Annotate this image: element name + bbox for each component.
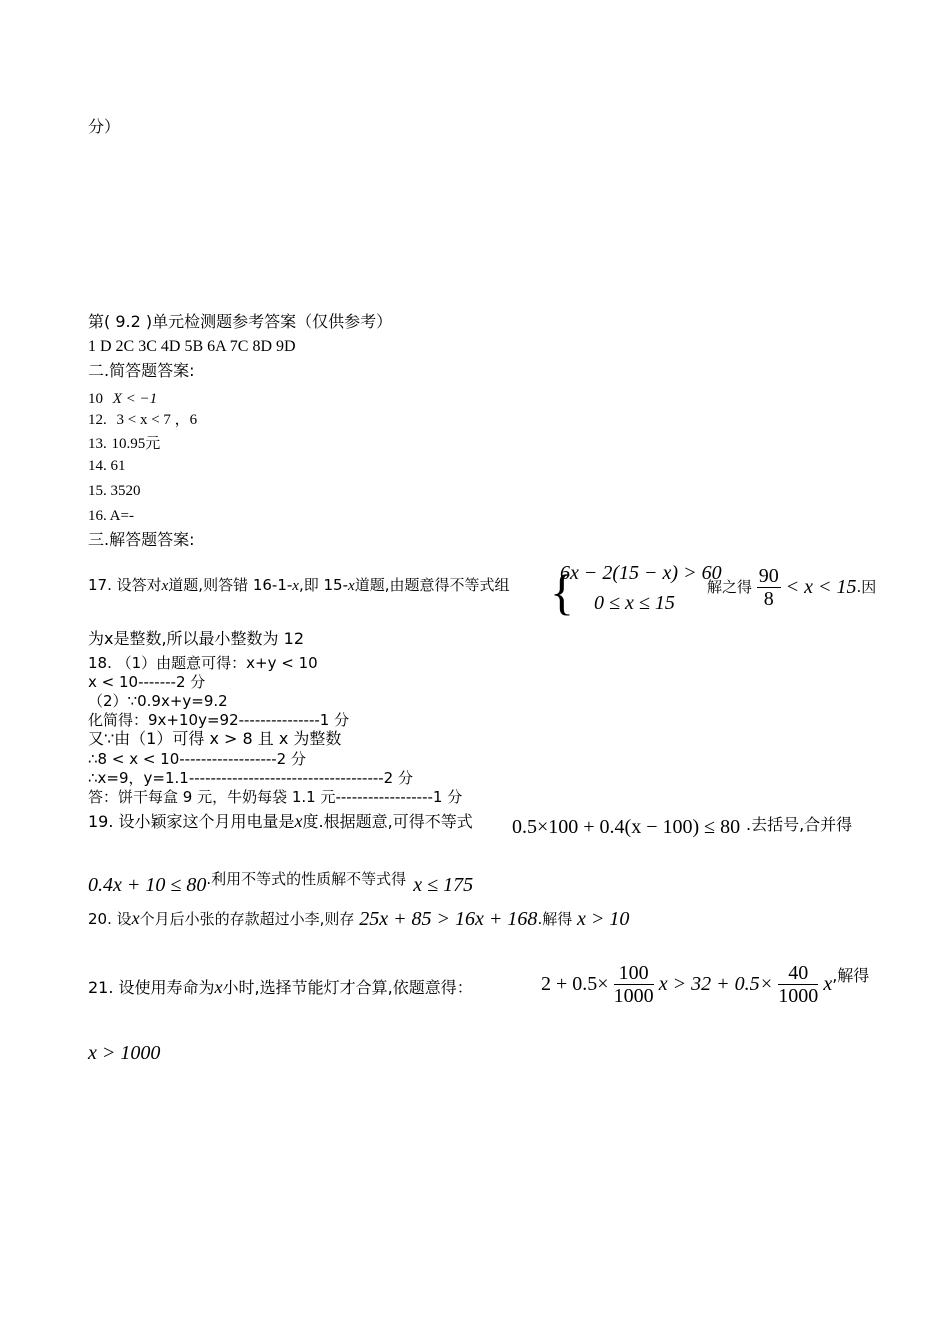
answer-13-value: 10.95: [111, 436, 146, 452]
q21-fraction-1: [614, 962, 654, 1007]
answer-17-line1: [88, 576, 509, 595]
q21-part2: x > 32 + 0.5×: [658, 973, 774, 995]
q19-var-x: x: [294, 811, 303, 831]
answer-10-value: X < −1: [112, 391, 158, 407]
answer-19-line1: [88, 812, 473, 831]
q17-var-x3: x: [348, 578, 355, 594]
system-row-2: 0 ≤ x ≤ 15: [594, 592, 675, 614]
q17-var-x2: x: [292, 578, 299, 594]
q19-result: x ≤ 175: [413, 874, 474, 896]
q17-inequality: < x < 15: [785, 576, 857, 598]
q19-tail: .去括号,合并得: [746, 815, 853, 834]
q17-lead: 17. 设答对: [88, 576, 162, 594]
q17-mid3: 道题,由题意得不等式组: [354, 576, 510, 594]
q17-var-x: x: [161, 578, 169, 594]
q21-part1: 2 + 0.5×: [541, 973, 609, 995]
q21-frac1-den: 1000: [613, 985, 654, 1007]
answer-20: [88, 908, 629, 931]
answer-18-line1: 18. （1）由题意可得：x+y < 10: [88, 654, 318, 672]
answer-17-line2: 为x是整数,所以最小整数为 12: [88, 629, 305, 648]
q17-fraction: [757, 565, 781, 610]
section2-heading: 二.简答题答案:: [88, 361, 195, 380]
q17-solution: [707, 565, 876, 610]
q21-mid: 小时,选择节能灯才合算,依题意得：: [222, 978, 473, 997]
answer-21-lead: [88, 975, 473, 998]
q20-inequality: 25x + 85 > 16x + 168: [359, 908, 538, 930]
q21-fraction-2: [778, 962, 818, 1007]
mc-answers: 1 D 2C 3C 4D 5B 6A 7C 8D 9D: [88, 338, 296, 355]
q21-part3: x: [823, 973, 833, 995]
q17-frac-num: 90: [758, 565, 779, 587]
answer-10-num: 10: [88, 391, 103, 407]
answer-12-value: 3 < x < 7 ，6: [116, 412, 198, 428]
q19-lead: 19. 设小颖家这个月用电量是: [88, 812, 295, 831]
q20-result: x > 10: [577, 908, 630, 930]
q21-frac2-den: 1000: [778, 985, 819, 1007]
q21-frac2-num: 40: [778, 962, 818, 985]
page-title: 第( 9.2 )单元检测题参考答案（仅供参考）: [88, 312, 393, 331]
q19-ineq2: 0.4x + 10 ≤ 80: [88, 874, 207, 896]
answer-10: [88, 390, 157, 408]
q20-mid: 个月后小张的存款超过小李,则存: [139, 910, 355, 928]
q21-var-x: x: [214, 977, 223, 997]
section3-heading: 三.解答题答案:: [88, 530, 195, 549]
answer-13-unit: 元: [145, 434, 161, 452]
q19-inequality: [512, 816, 740, 839]
q19-ineq1: 0.5×100 + 0.4(x − 100) ≤ 80: [512, 816, 741, 838]
q17-frac-den: 8: [763, 588, 774, 610]
answer-19-line2: [88, 868, 473, 897]
q17-mid1: 道题,则答错 16-1-: [168, 576, 293, 594]
q17-solve-label: 解之得: [707, 578, 753, 596]
q17-mid2: ,即 15-: [298, 576, 349, 594]
answer-14: 14. 61: [88, 458, 126, 474]
answer-18-line5: 又∵由（1）可得 x > 8 且 x 为整数: [88, 729, 342, 748]
q20-var-x: x: [131, 908, 140, 928]
q20-tail: .解得: [537, 910, 573, 928]
system-row-1: 6x − 2(15 − x) > 60: [560, 562, 722, 584]
answer-16: 16. A=-: [88, 508, 134, 524]
answer-18-line3: （2）∵0.9x+y=9.2: [88, 692, 228, 710]
top-fragment: 分）: [88, 117, 121, 136]
q21-lead: 21. 设使用寿命为: [88, 978, 215, 997]
q20-lead: 20. 设: [88, 910, 132, 928]
answer-18-line4: 化简得：9x+10y=92---------------1 分: [88, 711, 350, 729]
answer-18-line2: x < 10-------2 分: [88, 673, 206, 691]
q17-tail: .因: [856, 578, 877, 596]
answer-12: [88, 411, 197, 429]
q19-mid2: .利用不等式的性质解不等式得: [206, 870, 407, 888]
answer-12-num: 12.: [88, 412, 107, 428]
answer-15: 15. 3520: [88, 483, 141, 499]
q21-tail: ,解得: [832, 966, 870, 985]
answer-21-result: [88, 1042, 160, 1065]
q21-equation: [541, 962, 869, 1007]
q21-frac1-num: 100: [614, 962, 654, 985]
answer-18-line7: ∴x=9，y=1.1------------------------------------2 分: [88, 769, 413, 787]
answer-18-line8: 答：饼干每盒 9 元，牛奶每袋 1.1 元------------------1 分: [88, 788, 463, 806]
answer-13: [88, 434, 160, 453]
q21-result: x > 1000: [88, 1042, 161, 1064]
system-brace: {: [550, 564, 574, 620]
q19-mid: 度.根据题意,可得不等式: [302, 812, 473, 831]
answer-18-line6: ∴8 < x < 10------------------2 分: [88, 750, 306, 768]
answer-13-num: 13.: [88, 436, 107, 452]
